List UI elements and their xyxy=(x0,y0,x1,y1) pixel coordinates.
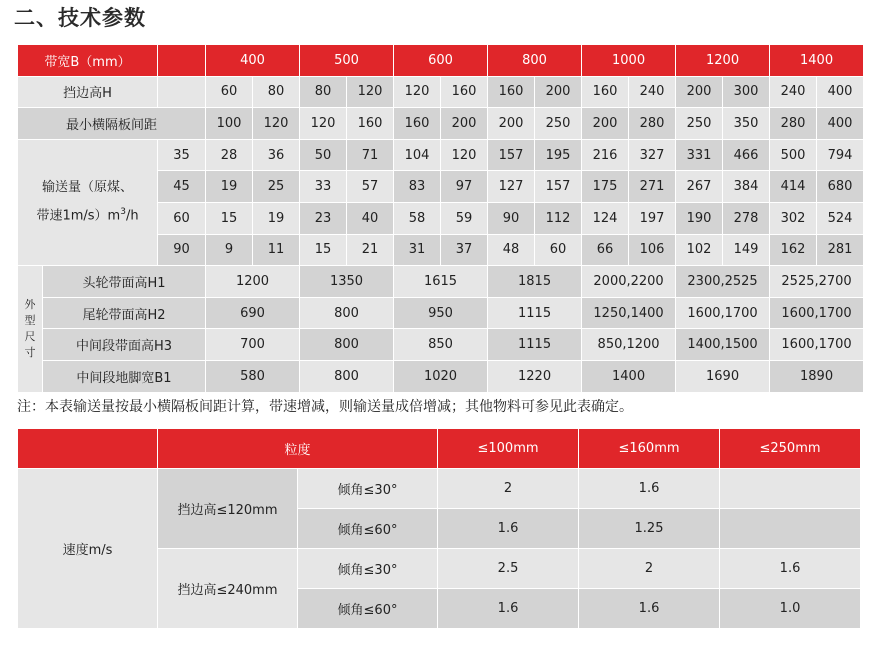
sidewall-height-row xyxy=(18,76,864,108)
table-cell: 162 xyxy=(770,234,817,266)
spacing-row xyxy=(18,108,864,140)
table-cell: 794 xyxy=(817,139,864,171)
table-cell: 175 xyxy=(582,171,629,203)
table-cell: 19 xyxy=(206,171,253,203)
table-cell: 250 xyxy=(535,108,582,140)
table-cell: 1.6 xyxy=(579,589,720,629)
table-cell: 149 xyxy=(723,234,770,266)
table-cell: 271 xyxy=(629,171,676,203)
table-cell: 157 xyxy=(488,139,535,171)
capacity-label-line1: 输送量（原煤、 xyxy=(41,180,133,196)
table-cell: 950 xyxy=(394,297,488,329)
table-cell: 580 xyxy=(206,360,300,392)
angle-cell: 90 xyxy=(158,234,206,266)
capacity-row xyxy=(18,139,864,171)
table-cell: 2300,2525 xyxy=(676,266,770,298)
table-cell: 327 xyxy=(629,139,676,171)
table-cell: 1890 xyxy=(770,360,864,392)
technical-parameters-table xyxy=(17,44,864,393)
table-cell: 240 xyxy=(770,76,817,108)
table-cell: 250 xyxy=(676,108,723,140)
granularity-col-header: ≤160mm xyxy=(579,429,720,469)
table-cell: 1115 xyxy=(488,297,582,329)
width-header-cell: 1000 xyxy=(582,45,676,77)
table-cell: 800 xyxy=(300,360,394,392)
table-cell: 197 xyxy=(629,202,676,234)
table-cell: 60 xyxy=(535,234,582,266)
table-cell: 66 xyxy=(582,234,629,266)
width-header-cell: 800 xyxy=(488,45,582,77)
table-cell: 500 xyxy=(770,139,817,171)
table-cell: 680 xyxy=(817,171,864,203)
speed-label: 速度m/s xyxy=(18,469,158,629)
table-cell: 267 xyxy=(676,171,723,203)
table-cell: 83 xyxy=(394,171,441,203)
table-cell: 800 xyxy=(300,297,394,329)
table-cell: 104 xyxy=(394,139,441,171)
table-cell: 1690 xyxy=(676,360,770,392)
table-cell: 25 xyxy=(253,171,300,203)
header-blank-cell xyxy=(158,45,206,77)
table-cell: 120 xyxy=(347,76,394,108)
table-cell: 48 xyxy=(488,234,535,266)
table-cell: 120 xyxy=(441,139,488,171)
dimension-row xyxy=(18,297,864,329)
sidewall-group-label: 挡边高≤240mm xyxy=(158,549,298,629)
table-cell: 21 xyxy=(347,234,394,266)
table-cell: 1.6 xyxy=(579,469,720,509)
capacity-label xyxy=(18,139,158,265)
angle-cell: 倾角≤60° xyxy=(298,509,438,549)
table-cell: 384 xyxy=(723,171,770,203)
table-cell: 112 xyxy=(535,202,582,234)
table-cell: 281 xyxy=(817,234,864,266)
table-cell: 1600,1700 xyxy=(770,329,864,361)
table-cell: 1400,1500 xyxy=(676,329,770,361)
table-cell: 278 xyxy=(723,202,770,234)
table-cell: 466 xyxy=(723,139,770,171)
row-label: 最小横隔板间距 xyxy=(18,108,206,140)
table-cell: 2000,2200 xyxy=(582,266,676,298)
table-cell: 2.5 xyxy=(438,549,579,589)
table-cell: 19 xyxy=(253,202,300,234)
table-cell: 350 xyxy=(723,108,770,140)
table-cell: 200 xyxy=(441,108,488,140)
table-cell: 160 xyxy=(582,76,629,108)
angle-cell: 倾角≤30° xyxy=(298,549,438,589)
table-cell: 37 xyxy=(441,234,488,266)
blank-cell xyxy=(158,76,206,108)
table-cell: 160 xyxy=(488,76,535,108)
table-cell: 700 xyxy=(206,329,300,361)
dimension-row xyxy=(18,329,864,361)
row-label: 头轮带面高H1 xyxy=(43,266,206,298)
table-cell: 80 xyxy=(253,76,300,108)
dimension-row xyxy=(18,266,864,298)
angle-cell: 35 xyxy=(158,139,206,171)
dimension-row xyxy=(18,360,864,392)
table-cell: 690 xyxy=(206,297,300,329)
table-cell xyxy=(720,509,861,549)
table-cell: 1.6 xyxy=(438,509,579,549)
dimensions-group-label: 外型尺寸 xyxy=(18,266,43,392)
row-label: 中间段地脚宽B1 xyxy=(43,360,206,392)
table-cell: 280 xyxy=(770,108,817,140)
table-cell: 300 xyxy=(723,76,770,108)
table-cell: 1.0 xyxy=(720,589,861,629)
section-title: 二、技术参数 xyxy=(14,6,146,30)
table-cell: 71 xyxy=(347,139,394,171)
table-cell: 106 xyxy=(629,234,676,266)
table-cell: 216 xyxy=(582,139,629,171)
table-cell: 2 xyxy=(579,549,720,589)
table-cell: 400 xyxy=(817,108,864,140)
width-header-cell: 500 xyxy=(300,45,394,77)
table-cell: 1220 xyxy=(488,360,582,392)
granularity-col-header: ≤250mm xyxy=(720,429,861,469)
row-label: 尾轮带面高H2 xyxy=(43,297,206,329)
table-cell: 200 xyxy=(676,76,723,108)
table-cell: 280 xyxy=(629,108,676,140)
table-cell: 58 xyxy=(394,202,441,234)
speed-header-row xyxy=(18,429,861,469)
table-cell: 97 xyxy=(441,171,488,203)
table-cell: 2 xyxy=(438,469,579,509)
sidewall-group-label: 挡边高≤120mm xyxy=(158,469,298,549)
table-cell: 33 xyxy=(300,171,347,203)
table-cell: 90 xyxy=(488,202,535,234)
table-cell: 120 xyxy=(300,108,347,140)
granularity-col-header: ≤100mm xyxy=(438,429,579,469)
table-cell: 1.6 xyxy=(438,589,579,629)
table-cell: 9 xyxy=(206,234,253,266)
belt-width-header: 带宽B（mm） xyxy=(18,45,158,77)
table-cell: 100 xyxy=(206,108,253,140)
table-cell: 59 xyxy=(441,202,488,234)
table-cell: 80 xyxy=(300,76,347,108)
speed-table xyxy=(17,428,861,629)
width-header-cell: 1200 xyxy=(676,45,770,77)
width-header-cell: 400 xyxy=(206,45,300,77)
table-cell: 1.6 xyxy=(720,549,861,589)
table-cell: 200 xyxy=(535,76,582,108)
table-cell: 127 xyxy=(488,171,535,203)
table-cell: 160 xyxy=(394,108,441,140)
table-cell: 1615 xyxy=(394,266,488,298)
table-cell: 1250,1400 xyxy=(582,297,676,329)
table-cell: 850 xyxy=(394,329,488,361)
table-cell: 800 xyxy=(300,329,394,361)
table-cell: 240 xyxy=(629,76,676,108)
table-cell: 1350 xyxy=(300,266,394,298)
angle-cell: 60 xyxy=(158,202,206,234)
header-blank-cell xyxy=(18,429,158,469)
angle-cell: 倾角≤60° xyxy=(298,589,438,629)
table-cell: 400 xyxy=(817,76,864,108)
table-cell: 31 xyxy=(394,234,441,266)
table-cell: 1020 xyxy=(394,360,488,392)
table-cell: 60 xyxy=(206,76,253,108)
table-cell: 200 xyxy=(488,108,535,140)
table-cell: 850,1200 xyxy=(582,329,676,361)
table-cell: 120 xyxy=(394,76,441,108)
table-cell: 15 xyxy=(300,234,347,266)
row-label: 挡边高H xyxy=(18,76,158,108)
angle-cell: 45 xyxy=(158,171,206,203)
row-label: 中间段带面高H3 xyxy=(43,329,206,361)
table-cell: 157 xyxy=(535,171,582,203)
granularity-header: 粒度 xyxy=(158,429,438,469)
table-cell: 1600,1700 xyxy=(770,297,864,329)
table-cell: 190 xyxy=(676,202,723,234)
table-cell: 15 xyxy=(206,202,253,234)
table-cell: 102 xyxy=(676,234,723,266)
angle-cell: 倾角≤30° xyxy=(298,469,438,509)
table-note: 注：本表输送量按最小横隔板间距计算，带速增减，则输送量成倍增减；其他物料可参见此表确定。 xyxy=(17,399,633,415)
table-cell: 40 xyxy=(347,202,394,234)
table-cell: 2525,2700 xyxy=(770,266,864,298)
table-cell: 1115 xyxy=(488,329,582,361)
width-header-cell: 600 xyxy=(394,45,488,77)
header-row xyxy=(18,45,864,77)
table-cell: 23 xyxy=(300,202,347,234)
table-cell: 331 xyxy=(676,139,723,171)
table-cell: 1200 xyxy=(206,266,300,298)
table-cell: 11 xyxy=(253,234,300,266)
width-header-cell: 1400 xyxy=(770,45,864,77)
table-cell: 1400 xyxy=(582,360,676,392)
table-cell xyxy=(720,469,861,509)
table-cell: 524 xyxy=(817,202,864,234)
table-cell: 1815 xyxy=(488,266,582,298)
table-cell: 160 xyxy=(347,108,394,140)
table-cell: 414 xyxy=(770,171,817,203)
table-cell: 200 xyxy=(582,108,629,140)
table-cell: 1600,1700 xyxy=(676,297,770,329)
table-cell: 57 xyxy=(347,171,394,203)
table-cell: 160 xyxy=(441,76,488,108)
capacity-label-line2: 带速$1m/s)m^3/h$ xyxy=(36,207,139,224)
table-cell: 302 xyxy=(770,202,817,234)
table-cell: 120 xyxy=(253,108,300,140)
speed-row xyxy=(18,469,861,509)
table-cell: 36 xyxy=(253,139,300,171)
table-cell: 28 xyxy=(206,139,253,171)
table-cell: 1.25 xyxy=(579,509,720,549)
table-cell: 124 xyxy=(582,202,629,234)
table-cell: 195 xyxy=(535,139,582,171)
table-cell: 50 xyxy=(300,139,347,171)
